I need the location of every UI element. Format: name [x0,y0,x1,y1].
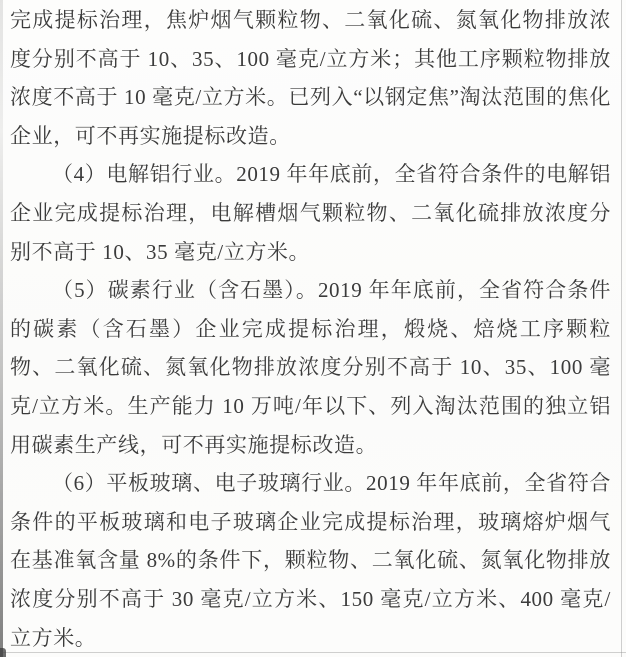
document-text-block [10,1,611,657]
paragraph-item4-electrolytic-aluminum: （4）电解铝行业。2019 年年底前，全省符合条件的电解铝企业完成提标治理，电解槽烟气颗粒物、二氧化硫排放浓度分别不高于 10、35 毫克/立方米。 [10,162,611,264]
paragraph-item6-flat-electronic-glass: （6）平板玻璃、电子玻璃行业。2019 年年底前，全省符合条件的平板玻璃和电子玻璃企业完成提标治理，玻璃熔炉烟气在基准氧含量 8%的条件下，颗粒物、二氧化硫、氮氧化物排放浓度分别不高于 30 毫克/立方米、150 毫克/立方米、400 毫克/立方米。 [10,471,611,650]
scan-edge-right [621,0,622,657]
scan-corner-mark [0,648,6,657]
paragraph-item5-carbon-graphite: （5）碳素行业（含石墨）。2019 年年底前，全省符合条件的碳素（含石墨）企业完成提标治理，煅烧、焙烧工序颗粒物、二氧化硫、氮氧化物排放浓度分别不高于 10、35、100 毫克/立方米。生产能力 10 万吨/年以下、列入淘汰范围的独立铝用碳素生产线，可不再实施提标改造。 [10,278,611,457]
scan-edge-left [0,0,3,657]
paragraph-coking-continuation: 完成提标治理，焦炉烟气颗粒物、二氧化硫、氮氧化物排放浓度分别不高于 10、35、100 毫克/立方米；其他工序颗粒物排放浓度不高于 10 毫克/立方米。已列入“以钢定焦”淘汰范围的焦化企业，可不再实施提标改造。 [10,8,611,148]
